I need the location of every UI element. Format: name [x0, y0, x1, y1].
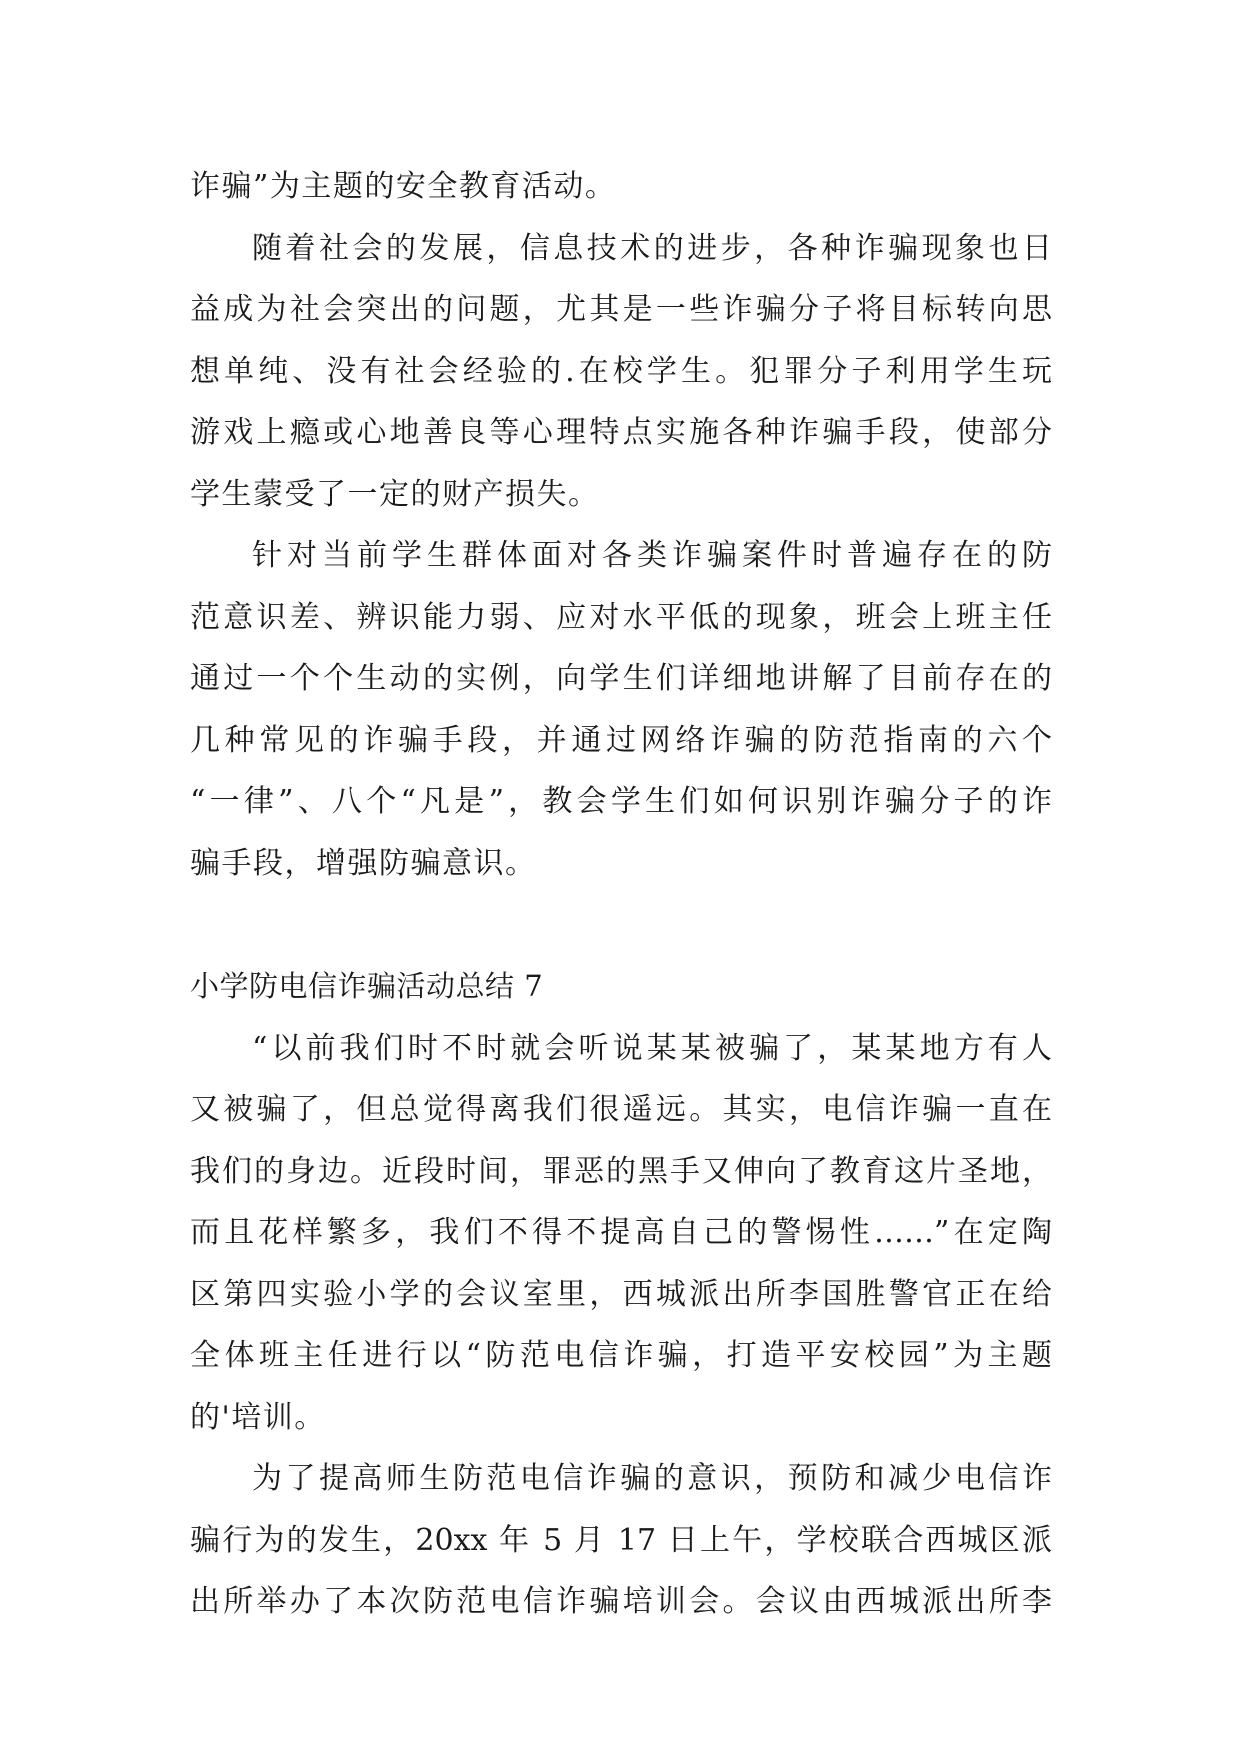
text-line: 全体班主任进行以“防范电信诈骗，打造平安校园”为主题 — [190, 1338, 1052, 1373]
paragraph — [190, 1448, 1052, 1633]
text-line: 随着社会的发展，信息技术的进步，各种诈骗现象也日 — [252, 230, 1052, 266]
paragraph — [190, 525, 1052, 894]
document-page — [190, 156, 1052, 1633]
text-line: 又被骗了，但总觉得离我们很遥远。其实，电信诈骗一直在 — [190, 1092, 1052, 1127]
paragraph-gap — [190, 894, 1052, 956]
text-line: “一律”、八个“凡是”，教会学生们如何识别诈骗分子的诈 — [190, 784, 1052, 819]
text-line: 区第四实验小学的会议室里，西城派出所李国胜警官正在给 — [190, 1276, 1052, 1312]
text-line: 通过一个个生动的实例，向学生们详细地讲解了目前存在的 — [190, 661, 1052, 696]
text-line: 学生蒙受了一定的财产损失。 — [190, 476, 600, 512]
paragraph — [190, 218, 1052, 526]
text-line: 游戏上瘾或心地善良等心理特点实施各种诈骗手段，使部分 — [190, 415, 1052, 450]
paragraph — [190, 156, 1052, 218]
text-line: 针对当前学生群体面对各类诈骗案件时普遍存在的防 — [252, 538, 1052, 573]
paragraph — [190, 1018, 1052, 1449]
text-line: “以前我们时不时就会听说某某被骗了，某某地方有人 — [252, 1030, 1052, 1066]
text-line: 想单纯、没有社会经验的.在校学生。犯罪分子利用学生玩 — [190, 353, 1052, 389]
text-line: 出所举办了本次防范电信诈骗培训会。会议由西城派出所李 — [190, 1584, 1052, 1619]
text-line: 骗手段，增强防骗意识。 — [190, 845, 537, 881]
text-line: 诈骗”为主题的安全教育活动。 — [190, 169, 617, 204]
section-heading: 小学防电信诈骗活动总结 7 — [190, 969, 544, 1003]
text-line: 的'培训。 — [190, 1399, 326, 1435]
text-line: 几种常见的诈骗手段，并通过网络诈骗的防范指南的六个 — [190, 722, 1052, 758]
text-line: 为了提高师生防范电信诈骗的意识，预防和减少电信诈 — [252, 1461, 1052, 1496]
text-line: 而且花样繁多，我们不得不提高自己的警惕性……”在定陶 — [190, 1215, 1052, 1250]
text-line: 我们的身边。近段时间，罪恶的黑手又伸向了教育这片圣地， — [190, 1153, 1052, 1189]
text-line: 益成为社会突出的问题，尤其是一些诈骗分子将目标转向思 — [190, 292, 1052, 327]
text-line: 骗行为的发生，20xx 年 5 月 17 日上午，学校联合西城区派 — [190, 1522, 1052, 1558]
text-line: 范意识差、辨识能力弱、应对水平低的现象，班会上班主任 — [190, 599, 1052, 635]
